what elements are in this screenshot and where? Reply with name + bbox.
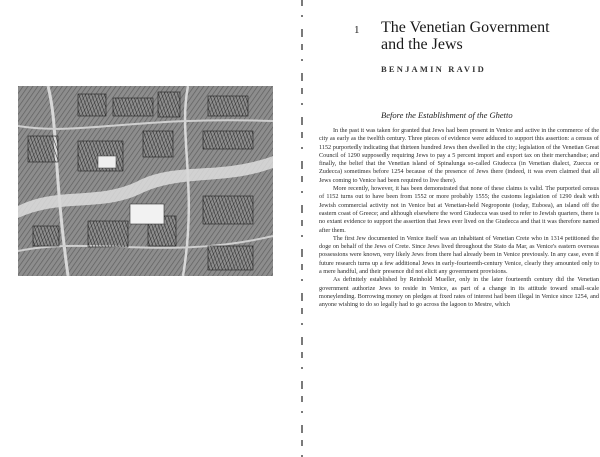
right-page: [318, 0, 600, 457]
chapter-title-line-1: The Venetian Government: [381, 19, 550, 36]
paragraph: More recently, however, it has been demonstrated that none of these claims is valid. The purported census of 1152 turns out to have been from 1552 or more probably 1555; the customs legislation of 1290 dealt with Jewish commercial activity not in Venice but at Venetian-held Negroponte (today, Euboea), an island off the eastern coast of Greece; and although elsewhere the word Giudecca was used to refer to Jewish quarters, there is no extant evidence to support the assertion that Jews ever lived on the Giudecca and that it was therefore named after them.: [319, 185, 599, 234]
page-gutter: [298, 0, 306, 457]
section-heading: Before the Establishment of the Ghetto: [381, 110, 513, 120]
body-text: [319, 127, 599, 310]
chapter-title-line-2: and the Jews: [381, 36, 463, 53]
venice-aerial-engraving: [18, 86, 273, 276]
chapter-number: 1: [354, 24, 360, 36]
chapter-title: [381, 19, 581, 53]
paragraph: The first Jew documented in Venice itself was an inhabitant of Venetian Crete who in 1314 petitioned the doge on behalf of the Jews of Crete. Since Jews lived throughout the Stato da Mar, as Venice's eastern overseas possessions were known, very likely Jews from there had already been in Venice previously. In any case, even if future research turns up a few additional Jews in early-fourteenth-century Venice, clearly they amounted only to a mere handful, and their presence did not elicit any government provisions.: [319, 234, 599, 276]
author-name: BENJAMIN RAVID: [381, 64, 487, 74]
paragraph: As definitely established by Reinhold Mueller, only in the later fourteenth century did the Venetian government authorize Jews to reside in Venice, as part of a change in its attitude toward small-scale moneylending. Borrowing money on pledges at fixed rates of interest had been illegal in Venice since 1254, and anyone wishing to do so legally had to go across the lagoon to Mestre, which: [319, 276, 599, 309]
paragraph: In the past it was taken for granted that Jews had been present in Venice and active in the commerce of the city as early as the twelfth century. Three pieces of evidence were adduced to support this assertion: a census of 1152 purportedly indicating that thirteen hundred Jews then dwelled in the city; legislation of the Venetian Great Council of 1290 supposedly requiring Jews to pay a 5 percent import and export tax on their merchandise; and finally, the belief that the Venetian island of Spinalunga so-called Giudecca (in Venetian dialect, Zuecca or Zudecca) sometimes before 1254 because of the presence of Jews there (indeed, it was even claimed that all Jews coming to Venice had been required to live there).: [319, 127, 599, 184]
